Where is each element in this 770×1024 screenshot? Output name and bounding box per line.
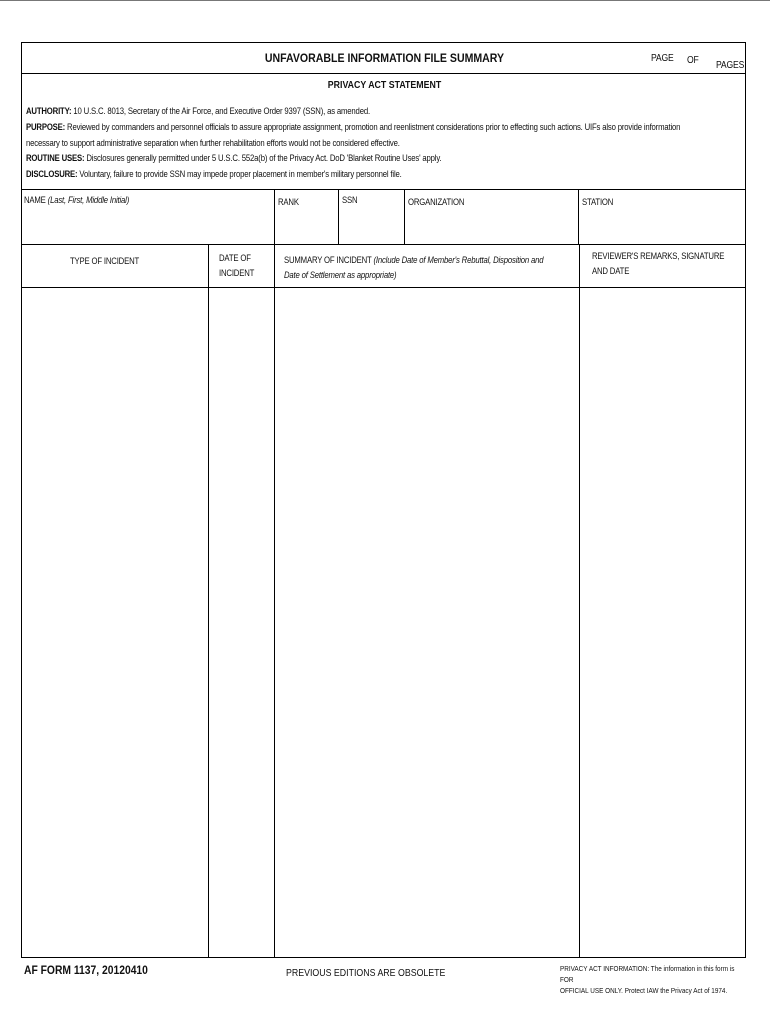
- purpose-line: [26, 122, 680, 132]
- form-identifier: AF FORM 1137, 20120410: [24, 963, 148, 977]
- privacy-act-information: [560, 963, 739, 996]
- organization-field[interactable]: [405, 209, 578, 243]
- name-hint: (Last, First, Middle Initial): [47, 195, 130, 205]
- reviewers-remarks-header: [592, 249, 724, 279]
- name-field-label: [24, 195, 129, 205]
- rank-label: RANK: [278, 197, 299, 207]
- station-field[interactable]: [579, 209, 745, 243]
- type-of-incident-cell[interactable]: [22, 288, 208, 957]
- privacy-note-line-2: OFFICIAL USE ONLY. Protect IAW the Privacy Act of 1974.: [560, 986, 728, 995]
- title-divider: [22, 73, 745, 74]
- date-header-line-1: DATE OF: [219, 253, 251, 263]
- station-label: STATION: [582, 197, 614, 207]
- rank-field[interactable]: [275, 209, 338, 243]
- summary-of-incident-cell[interactable]: [275, 288, 579, 957]
- page-top-rule: [0, 0, 770, 1]
- purpose-label: PURPOSE:: [26, 122, 66, 132]
- summary-header-label: SUMMARY OF INCIDENT: [284, 255, 372, 265]
- date-header-line-2: INCIDENT: [219, 268, 255, 278]
- disclosure-label: DISCLOSURE:: [26, 169, 78, 179]
- page-number-field[interactable]: [663, 49, 683, 65]
- form-title: UNFAVORABLE INFORMATION FILE SUMMARY: [264, 51, 505, 65]
- organization-label: ORGANIZATION: [408, 197, 465, 207]
- date-of-incident-cell[interactable]: [209, 288, 274, 957]
- authority-text: 10 U.S.C. 8013, Secretary of the Air Force, and Executive Order 9397 (SSN), as amended.: [73, 106, 370, 116]
- name-field[interactable]: [22, 209, 274, 243]
- privacy-note-line-1: PRIVACY ACT INFORMATION: The information in this form is FOR: [560, 964, 735, 984]
- authority-label: AUTHORITY:: [26, 106, 72, 116]
- uif-summary-form: [21, 42, 746, 958]
- privacy-divider: [22, 189, 745, 190]
- date-of-incident-header: [219, 251, 254, 281]
- disclosure-text: Voluntary, failure to provide SSN may impede proper placement in member's military personnel file.: [79, 169, 402, 179]
- purpose-continuation: necessary to support administrative separation when further rehabilitation efforts would not be considered effective.: [26, 138, 400, 148]
- authority-line: [26, 106, 370, 116]
- of-label: OF: [687, 55, 699, 66]
- ssn-field[interactable]: [339, 209, 404, 243]
- routine-uses-label: ROUTINE USES:: [26, 153, 85, 163]
- type-of-incident-header: TYPE OF INCIDENT: [70, 256, 140, 266]
- identity-divider: [22, 244, 745, 245]
- name-label: NAME: [24, 195, 46, 205]
- routine-uses-text: Disclosures generally permitted under 5 U.S.C. 552a(b) of the Privacy Act. DoD 'Blanket Routine Uses' apply.: [86, 153, 442, 163]
- remarks-header-line-2: AND DATE: [592, 266, 630, 276]
- remarks-header-line-1: REVIEWER'S REMARKS, SIGNATURE: [592, 251, 725, 261]
- ssn-label: SSN: [342, 195, 358, 205]
- previous-editions-notice: PREVIOUS EDITIONS ARE OBSOLETE: [286, 968, 446, 979]
- purpose-text: Reviewed by commanders and personnel officials to assure appropriate assignment, promotion and reenlistment considerations prior to effecting such actions. UIFs also provide information: [67, 122, 681, 132]
- summary-of-incident-header: [284, 253, 543, 283]
- disclosure-line: [26, 169, 402, 179]
- page-total-field[interactable]: [698, 49, 714, 65]
- privacy-act-heading: PRIVACY ACT STATEMENT: [327, 80, 442, 91]
- page-label: PAGE: [651, 53, 674, 64]
- pages-label: PAGES: [716, 60, 745, 71]
- summary-hint-2: Date of Settlement as appropriate): [284, 270, 397, 280]
- reviewers-remarks-cell[interactable]: [580, 288, 745, 957]
- summary-hint-1: (Include Date of Member's Rebuttal, Disposition and: [373, 255, 544, 265]
- routine-uses-line: [26, 153, 441, 163]
